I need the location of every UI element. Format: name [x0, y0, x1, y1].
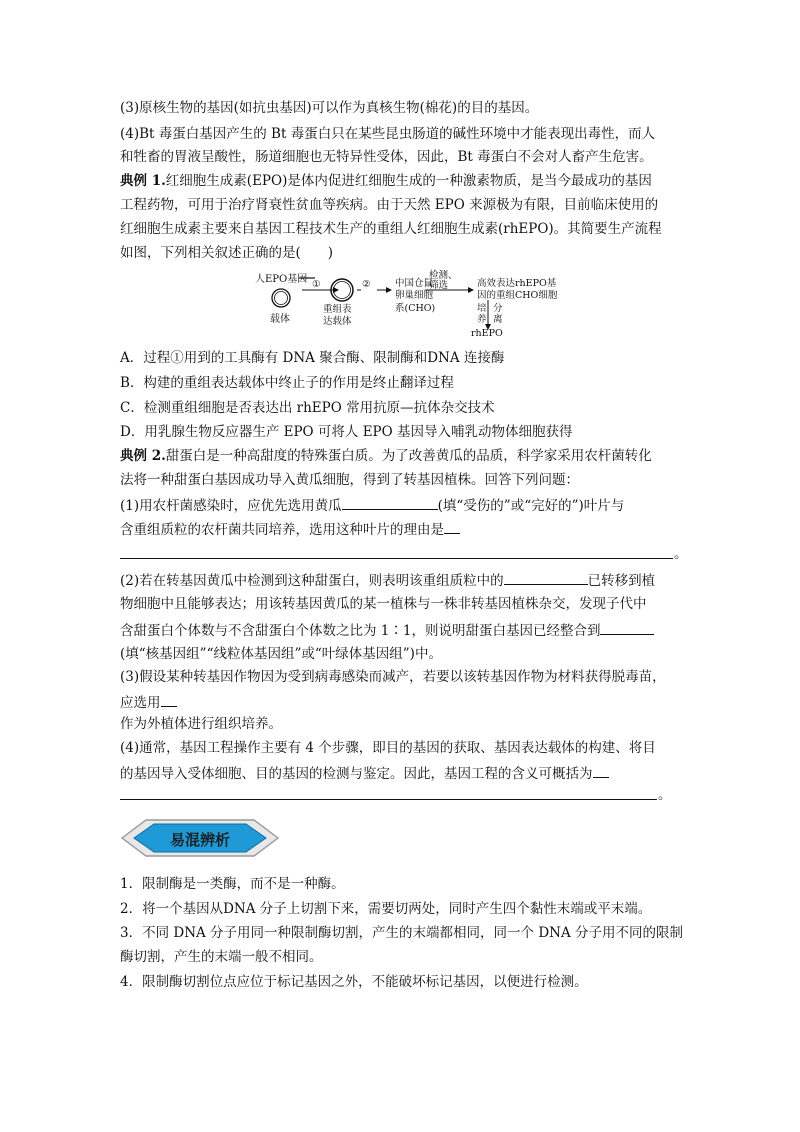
answer-4-line2: 和牲畜的胃液呈酸性，肠道细胞也无特异性受体，因此，Bt 毒蛋白不会对人畜产生危害。 — [120, 149, 653, 165]
question-1-text: (1)用农杆菌感染时，应优先选用黄瓜 — [120, 498, 342, 514]
note-4: 4．限制酶切割位点应位于标记基因之外，不能破坏标记基因，以便进行检测。 — [120, 974, 588, 990]
question-4-line2 — [120, 762, 609, 784]
recombinant-label-1: 重组表 — [323, 304, 352, 315]
question-2-text: (2)若在转基因黄瓜中检测到这种甜蛋白，则表明该重组质粒中的 — [120, 573, 504, 589]
example2-line2: 法将一种甜蛋白基因成功导入黄瓜细胞，得到了转基因植株。回答下列问题： — [120, 472, 579, 488]
answer-4-line1: (4)Bt 毒蛋白基因产生的 Bt 毒蛋白只在某些昆虫肠道的碱性环境中才能表现出毒性，而人 — [120, 126, 656, 142]
question-2-line4: (填“核基因组”“线粒体基因组”或“叶绿体基因组”)中。 — [120, 646, 442, 662]
example2-text: 甜蛋白是一种高甜度的特殊蛋白质。为了改善黄瓜的品质，科学家采用农杆菌转化 — [165, 448, 652, 464]
step-1-label: ① — [312, 279, 321, 290]
culture-label-1: 培 — [477, 303, 487, 314]
separation-label-2: 离 — [493, 314, 503, 325]
cho-label-1: 中国仓鼠 — [395, 278, 434, 289]
option-d: D．用乳腺生物反应器生产 EPO 可将人 EPO 基因导入哺乳动物体细胞获得 — [120, 424, 573, 440]
answer-3: (3)原核生物的基因(如抗虫基因)可以作为真核生物(棉花)的目的基因。 — [120, 100, 539, 116]
badge-title: 易混辨析 — [169, 831, 230, 849]
example1-label: 典例 1. — [120, 173, 166, 189]
high-expression-label-1: 高效表达rhEPO基 — [477, 278, 557, 289]
vector-label: 载体 — [270, 314, 290, 325]
note-3: 3．不同 DNA 分子用同一种限制酶切割，产生的末端都相同，同一个 DNA 分子用不同的限制 — [120, 925, 684, 941]
answer-line-1-period: 。 — [674, 546, 688, 562]
cho-label-2: 卵巢细胞 — [395, 290, 434, 301]
question-4-text: 的基因导入受体细胞、目的基因的检测与鉴定。因此，基因工程的含义可概括为 — [120, 766, 593, 782]
example1-line4: 如图，下列相关叙述正确的是( ) — [120, 245, 334, 261]
question-1-line1 — [120, 494, 624, 516]
example1-line1 — [120, 171, 652, 191]
answer-line-2[interactable] — [120, 799, 657, 800]
example2-line1 — [120, 446, 652, 466]
arrow-step2-head — [386, 287, 392, 293]
high-expression-label-2: 因的重组CHO细胞 — [477, 290, 558, 301]
rhepo-flow-diagram — [255, 270, 585, 340]
question-2-line1 — [120, 569, 655, 591]
detect-label-1: 检测、 — [429, 270, 458, 281]
example2-label: 典例 2. — [120, 448, 166, 464]
vector-plasmid-inner — [275, 292, 288, 305]
answer-blank-4[interactable] — [600, 619, 654, 635]
arrow-detect-head — [468, 287, 474, 293]
answer-blank-3[interactable] — [504, 569, 588, 585]
answer-blank-1[interactable] — [342, 494, 438, 510]
question-1-line2 — [120, 518, 460, 540]
example1-line3: 红细胞生成素主要来自基因工程技术生产的重组人红细胞生成素(rhEPO)。其简要生产流程 — [120, 221, 662, 237]
option-a: A．过程①用到的工具酶有 DNA 聚合酶、限制酶和DNA 连接酶 — [120, 350, 505, 366]
example1-line2: 工程药物，可用于治疗肾衰性贫血等疾病。由于天然 EPO 来源极为有限，目前临床使用的 — [120, 197, 659, 213]
answer-line-2-period: 。 — [658, 787, 672, 803]
example1-text: 红细胞生成素(EPO)是体内促进红细胞生成的一种激素物质，是当今最成功的基因 — [165, 173, 652, 189]
question-4-line1: (4)通常，基因工程操作主要有 4 个步骤，即目的基因的获取、基因表达载体的构建、将目 — [120, 740, 656, 756]
question-2-text-3: 含甜蛋白个体数与不含甜蛋白个体数之比为 1∶1，则说明甜蛋白基因已经整合到 — [120, 623, 601, 639]
question-3-text: 应选用 — [120, 695, 161, 711]
question-2-text-end: 已转移到植 — [587, 573, 656, 589]
question-3-line3: 作为外植体进行组织培养。 — [120, 716, 282, 732]
answer-line-1[interactable] — [120, 558, 673, 559]
question-2-line3 — [120, 619, 654, 641]
cho-label-3: 系(CHO) — [395, 303, 436, 314]
culture-label-2: 养 — [477, 314, 487, 325]
option-b: B．构建的重组表达载体中终止子的作用是终止翻译过程 — [120, 375, 454, 391]
question-1-hint: (填“受伤的”或“完好的”)叶片与 — [437, 498, 625, 514]
question-1-reason: 含重组质粒的农杆菌共同培养，选用这种叶片的理由是 — [120, 522, 444, 538]
option-c: C．检测重组细胞是否表达出 rhEPO 常用抗原—抗体杂交技术 — [120, 400, 495, 416]
confusion-analysis-badge — [120, 818, 280, 858]
question-2-line2: 物细胞中且能够表达；用该转基因黄瓜的某一植株与一株非转基因植株杂交，发现子代中 — [120, 596, 647, 612]
answer-blank-6[interactable] — [593, 762, 609, 778]
note-3-cont: 酶切割，产生的末端一般不相同。 — [120, 949, 323, 965]
step-2-label: ② — [362, 279, 371, 290]
separation-label-1: 分 — [493, 303, 503, 314]
recombinant-label-2: 达载体 — [323, 316, 352, 327]
answer-blank-5[interactable] — [161, 691, 177, 707]
detect-label-2: 筛选 — [429, 280, 449, 291]
note-2: 2．将一个基因从DNA 分子上切割下来，需要切两处，同时产生四个黏性末端或平末端。 — [120, 901, 652, 917]
human-epo-gene-label: 人EPO基因 — [255, 274, 308, 285]
note-1: 1．限制酶是一类酶，而不是一种酶。 — [120, 876, 345, 892]
question-3-line2 — [120, 691, 177, 713]
question-3-line1: (3)假设某种转基因作物因为受到病毒感染而减产，若要以该转基因作物为材料获得脱毒苗， — [120, 669, 666, 685]
answer-blank-2[interactable] — [444, 518, 460, 534]
rhepo-product-label: rhEPO — [471, 328, 503, 339]
